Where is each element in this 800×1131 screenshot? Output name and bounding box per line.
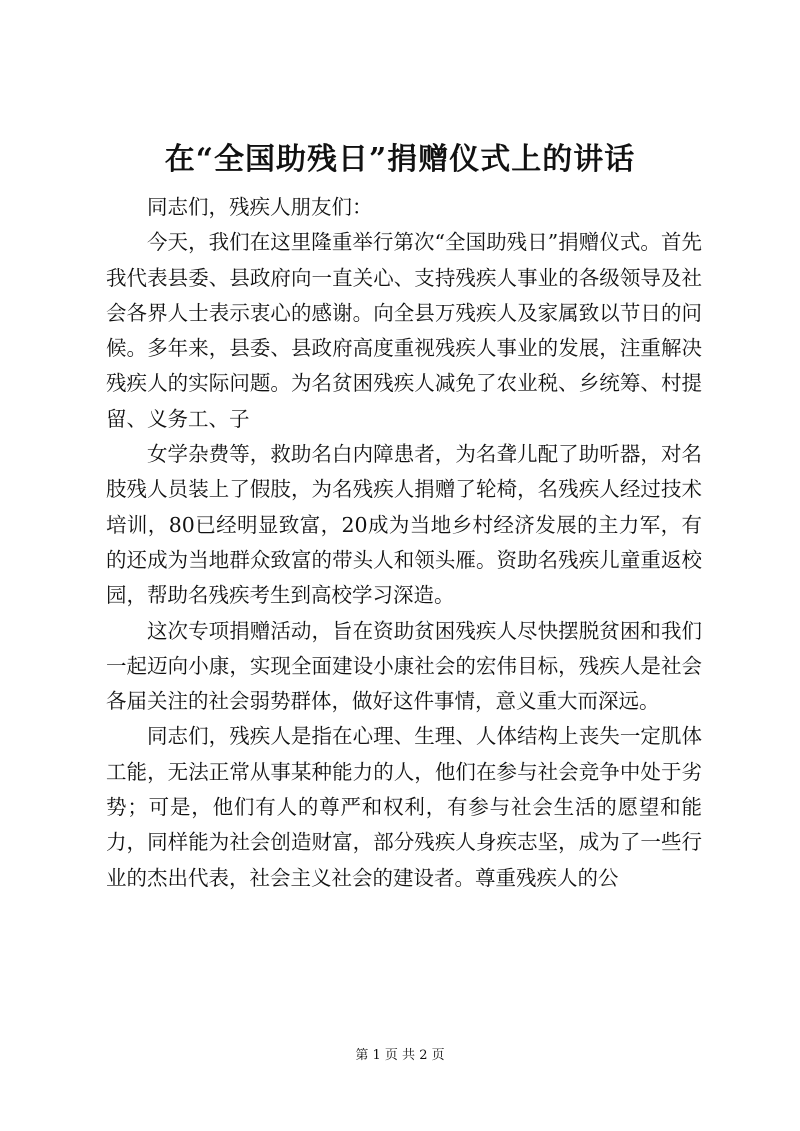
document-body — [106, 190, 702, 896]
paragraph-salutation: 同志们，残疾人朋友们： — [147, 195, 373, 219]
paragraph-purpose: 这次专项捐赠活动，旨在资助贫困残疾人尽快摆脱贫困和我们一起迈向小康，实现全面建设小康社会的宏伟目标，残疾人是社会各届关注的社会弱势群体，做好这件事情，意义重大而深远。 — [106, 618, 702, 714]
page-number-footer: 第 1 页 共 2 页 — [355, 1048, 445, 1063]
paragraph-achievements: 女学杂费等，救助名白内障患者，为名聋儿配了助听器，对名肢残人员装上了假肢，为名残疾人捐赠了轮椅，名残疾人经过技术培训，80已经明显致富，20成为当地乡村经济发展的主力军，有的还成为当地群众致富的带头人和领头雁。资助名残疾儿童重返校园，帮助名残疾考生到高校学习深造。 — [106, 442, 702, 608]
page-title: 在“全国助残日”捐赠仪式上的讲话 — [164, 142, 636, 177]
paragraph-disabled-persons: 同志们，残疾人是指在心理、生理、人体结构上丧失一定肌体工能，无法正常从事某种能力的人，他们在参与社会竞争中处于劣势；可是，他们有人的尊严和权利，有参与社会生活的愿望和能力，同样能为社会创造财富，部分残疾人身疾志坚，成为了一些行业的杰出代表，社会主义社会的建设者。尊重残疾人的公 — [106, 724, 702, 890]
paragraph-opening: 今天，我们在这里隆重举行第次“全国助残日”捐赠仪式。首先我代表县委、县政府向一直关心、支持残疾人事业的各级领导及社会各界人士表示衷心的感谢。向全县万残疾人及家属致以节日的问候。多年来，县委、县政府高度重视残疾人事业的发展，注重解决残疾人的实际问题。为名贫困残疾人减免了农业税、乡统筹、村提留、义务工、子 — [106, 230, 702, 431]
